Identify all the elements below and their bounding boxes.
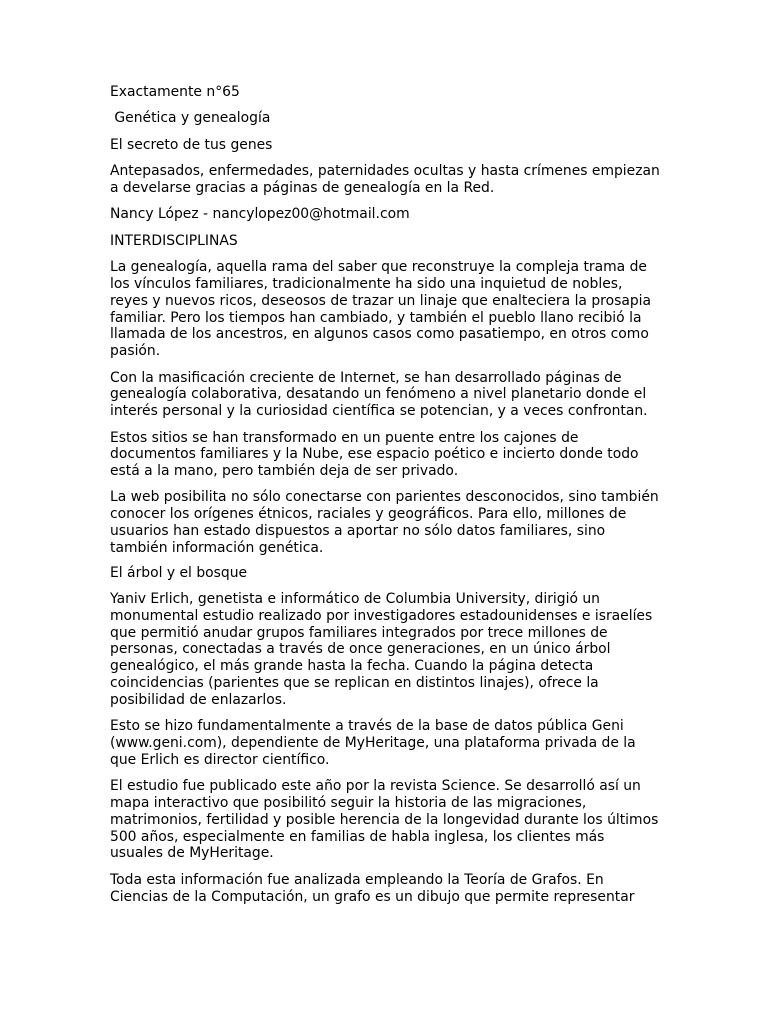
body-paragraph-7: El estudio fue publicado este año por la revista Science. Se desarrolló así un mapa interactivo que posibilitó seguir la historia de las migraciones, matrimonios, fertilidad y posible herencia de la longevidad durante los últimos 500 años, especialmente en familias de habla inglesa, los clientes más usuales de MyHeritage. bbox=[110, 778, 659, 862]
body-paragraph-2: Con la masificación creciente de Internet, se han desarrollado páginas de genealogía colaborativa, desatando un fenómeno a nivel planetario donde el interés personal y la curiosidad científica se potencian, y a veces confrontan. bbox=[110, 369, 648, 420]
body-paragraph-4: La web posibilita no sólo conectarse con parientes desconocidos, sino también conocer los orígenes étnicos, raciales y geográficos. Para ello, millones de usuarios han estado dispuestos a aportar no sólo datos familiares, sino también información genética. bbox=[110, 489, 659, 556]
body-paragraph-5: Yaniv Erlich, genetista e informático de Columbia University, dirigió un monumental estudio realizado por investigadores estadounidenses e israelíes que permitió anudar grupos familiares integrados por trece millones de personas, conectadas a través de once generaciones, en un único árbol genealógico, el más grande hasta la fecha. Cuando la página detecta coincidencias (parientes que se replican en distintos linajes), ofrece la posibilidad de enlazarlos. bbox=[110, 591, 653, 708]
article-title: El secreto de tus genes bbox=[110, 136, 273, 153]
body-paragraph-1: La genealogía, aquella rama del saber que reconstruye la compleja trama de los vínculos familiares, tradicionalmente ha sido una inquietud de nobles, reyes y nuevos ricos, deseosos de trazar un linaje que enalteciera la prosapia familiar. Pero los tiempos han cambiado, y también el pueblo llano recibió la llamada de los ancestros, en algunos casos como pasatiempo, en otros como pasión. bbox=[110, 259, 652, 360]
body-paragraph-6: Esto se hizo fundamentalmente a través de la base de datos pública Geni (www.geni.com), dependiente de MyHeritage, una plataforma privada de la que Erlich es director científico. bbox=[110, 718, 636, 768]
subheading: El árbol y el bosque bbox=[110, 564, 248, 581]
article-category: INTERDISCIPLINAS bbox=[110, 232, 238, 249]
body-paragraph-3: Estos sitios se han transformado en un puente entre los cajones de documentos familiares y la Nube, ese espacio poético e incierto donde todo está a la mano, pero también deja de ser privado. bbox=[110, 429, 639, 480]
body-paragraph-8: Toda esta información fue analizada empleando la Teoría de Grafos. En Ciencias de la Computación, un grafo es un dibujo que permite representar bbox=[110, 871, 635, 905]
article-lead: Antepasados, enfermedades, paternidades ocultas y hasta crímenes empiezan a develarse gracias a páginas de genealogía en la Red. bbox=[110, 163, 660, 196]
document-page bbox=[110, 84, 660, 915]
section-heading: Genética y genealogía bbox=[110, 110, 271, 127]
article-author: Nancy López - nancylopez00@hotmail.com bbox=[110, 206, 410, 223]
magazine-issue: Exactamente n°65 bbox=[110, 84, 240, 100]
